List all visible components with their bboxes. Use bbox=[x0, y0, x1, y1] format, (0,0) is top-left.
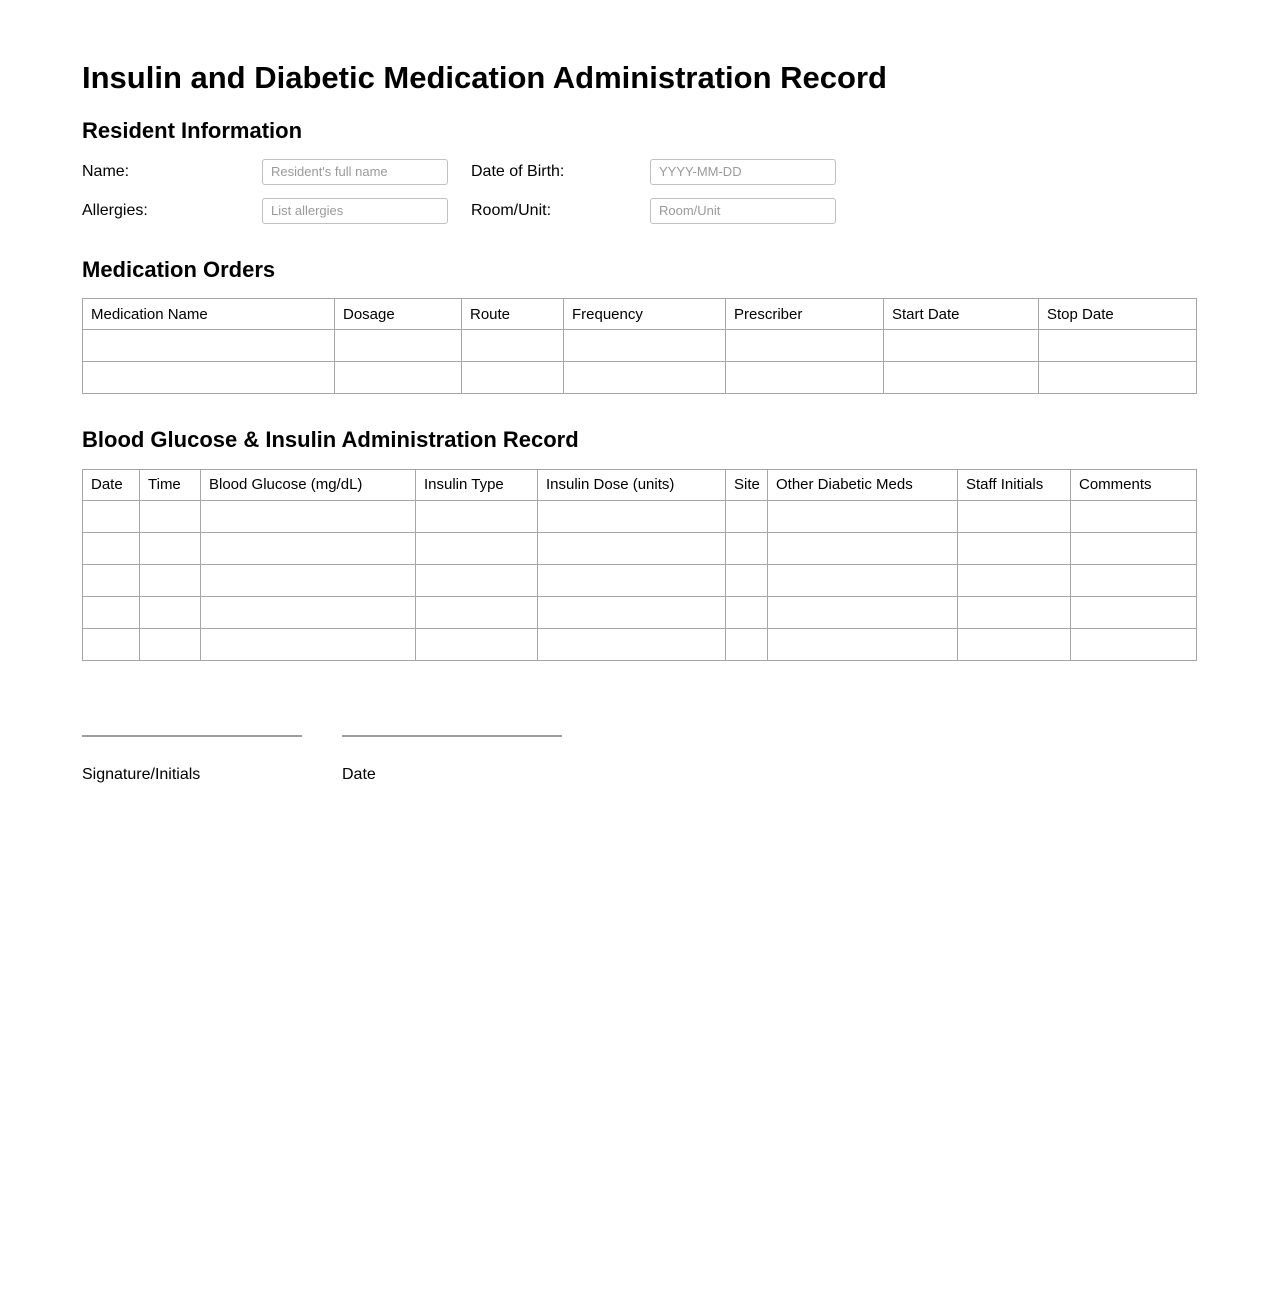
empty-cell bbox=[726, 596, 768, 628]
empty-cell bbox=[83, 330, 335, 362]
col-date: Date bbox=[83, 469, 140, 500]
empty-cell bbox=[958, 564, 1071, 596]
col-stop-date: Stop Date bbox=[1039, 299, 1197, 330]
empty-cell bbox=[1071, 564, 1197, 596]
empty-cell bbox=[462, 362, 564, 394]
col-prescriber: Prescriber bbox=[726, 299, 884, 330]
empty-cell bbox=[335, 330, 462, 362]
empty-cell bbox=[201, 596, 416, 628]
date-of-birth-input[interactable] bbox=[650, 159, 836, 185]
medication-orders-row bbox=[83, 362, 1197, 394]
empty-cell bbox=[140, 532, 201, 564]
empty-cell bbox=[726, 330, 884, 362]
empty-cell bbox=[768, 628, 958, 660]
medication-orders-section bbox=[82, 257, 1196, 394]
empty-cell bbox=[335, 362, 462, 394]
medication-orders-table bbox=[82, 298, 1197, 394]
empty-cell bbox=[416, 628, 538, 660]
empty-cell bbox=[83, 596, 140, 628]
empty-cell bbox=[201, 628, 416, 660]
empty-cell bbox=[462, 330, 564, 362]
col-time: Time bbox=[140, 469, 201, 500]
empty-cell bbox=[83, 500, 140, 532]
col-other-diabetic-meds: Other Diabetic Meds bbox=[768, 469, 958, 500]
glucose-record-section bbox=[82, 427, 1196, 660]
empty-cell bbox=[1071, 532, 1197, 564]
glucose-record-header-row bbox=[83, 469, 1197, 500]
empty-cell bbox=[83, 628, 140, 660]
date-line bbox=[342, 735, 562, 737]
col-frequency: Frequency bbox=[564, 299, 726, 330]
resident-info-heading: Resident Information bbox=[82, 117, 303, 143]
empty-cell bbox=[201, 564, 416, 596]
glucose-record-row bbox=[83, 564, 1197, 596]
empty-cell bbox=[726, 564, 768, 596]
empty-cell bbox=[140, 628, 201, 660]
empty-cell bbox=[416, 532, 538, 564]
empty-cell bbox=[726, 532, 768, 564]
empty-cell bbox=[538, 532, 726, 564]
empty-cell bbox=[140, 500, 201, 532]
empty-cell bbox=[1039, 362, 1197, 394]
glucose-record-heading: Blood Glucose & Insulin Administration Record bbox=[82, 427, 579, 453]
empty-cell bbox=[201, 500, 416, 532]
col-blood-glucose: Blood Glucose (mg/dL) bbox=[201, 469, 416, 500]
col-comments: Comments bbox=[1071, 469, 1197, 500]
empty-cell bbox=[768, 564, 958, 596]
empty-cell bbox=[83, 362, 335, 394]
col-insulin-type: Insulin Type bbox=[416, 469, 538, 500]
date-of-birth-label: Date of Birth: bbox=[471, 162, 565, 180]
empty-cell bbox=[538, 500, 726, 532]
empty-cell bbox=[538, 596, 726, 628]
date-label: Date bbox=[342, 765, 376, 783]
medication-orders-header-row bbox=[83, 299, 1197, 330]
col-medication-name: Medication Name bbox=[83, 299, 335, 330]
signature-block bbox=[82, 735, 1196, 784]
signature-label: Signature/Initials bbox=[82, 765, 201, 783]
empty-cell bbox=[538, 564, 726, 596]
medication-orders-row bbox=[83, 330, 1197, 362]
empty-cell bbox=[564, 330, 726, 362]
room-unit-label: Room/Unit: bbox=[471, 201, 552, 219]
empty-cell bbox=[726, 362, 884, 394]
empty-cell bbox=[958, 596, 1071, 628]
empty-cell bbox=[1039, 330, 1197, 362]
signature-column bbox=[82, 735, 302, 784]
glucose-record-row bbox=[83, 532, 1197, 564]
glucose-record-row bbox=[83, 500, 1197, 532]
empty-cell bbox=[140, 564, 201, 596]
room-unit-input[interactable] bbox=[650, 198, 836, 224]
empty-cell bbox=[726, 628, 768, 660]
empty-cell bbox=[1071, 596, 1197, 628]
empty-cell bbox=[884, 362, 1039, 394]
empty-cell bbox=[416, 500, 538, 532]
glucose-record-table bbox=[82, 469, 1197, 661]
empty-cell bbox=[140, 596, 201, 628]
allergies-label: Allergies: bbox=[82, 201, 148, 219]
page-title: Insulin and Diabetic Medication Administration Record bbox=[82, 60, 887, 95]
empty-cell bbox=[201, 532, 416, 564]
name-input[interactable] bbox=[262, 159, 448, 185]
date-column bbox=[342, 735, 562, 784]
empty-cell bbox=[768, 596, 958, 628]
empty-cell bbox=[83, 564, 140, 596]
empty-cell bbox=[768, 500, 958, 532]
empty-cell bbox=[416, 564, 538, 596]
name-label: Name: bbox=[82, 162, 130, 180]
col-start-date: Start Date bbox=[884, 299, 1039, 330]
empty-cell bbox=[83, 532, 140, 564]
empty-cell bbox=[958, 532, 1071, 564]
medication-orders-heading: Medication Orders bbox=[82, 256, 276, 282]
glucose-record-row bbox=[83, 628, 1197, 660]
empty-cell bbox=[768, 532, 958, 564]
empty-cell bbox=[1071, 500, 1197, 532]
col-staff-initials: Staff Initials bbox=[958, 469, 1071, 500]
resident-info-section bbox=[82, 118, 1196, 224]
empty-cell bbox=[884, 330, 1039, 362]
allergies-input[interactable] bbox=[262, 198, 448, 224]
empty-cell bbox=[958, 500, 1071, 532]
empty-cell bbox=[726, 500, 768, 532]
col-dosage: Dosage bbox=[335, 299, 462, 330]
empty-cell bbox=[958, 628, 1071, 660]
col-insulin-dose: Insulin Dose (units) bbox=[538, 469, 726, 500]
resident-info-form bbox=[82, 159, 1196, 224]
signature-line bbox=[82, 735, 302, 737]
empty-cell bbox=[538, 628, 726, 660]
empty-cell bbox=[416, 596, 538, 628]
col-site: Site bbox=[726, 469, 768, 500]
empty-cell bbox=[1071, 628, 1197, 660]
glucose-record-row bbox=[83, 596, 1197, 628]
empty-cell bbox=[564, 362, 726, 394]
col-route: Route bbox=[462, 299, 564, 330]
